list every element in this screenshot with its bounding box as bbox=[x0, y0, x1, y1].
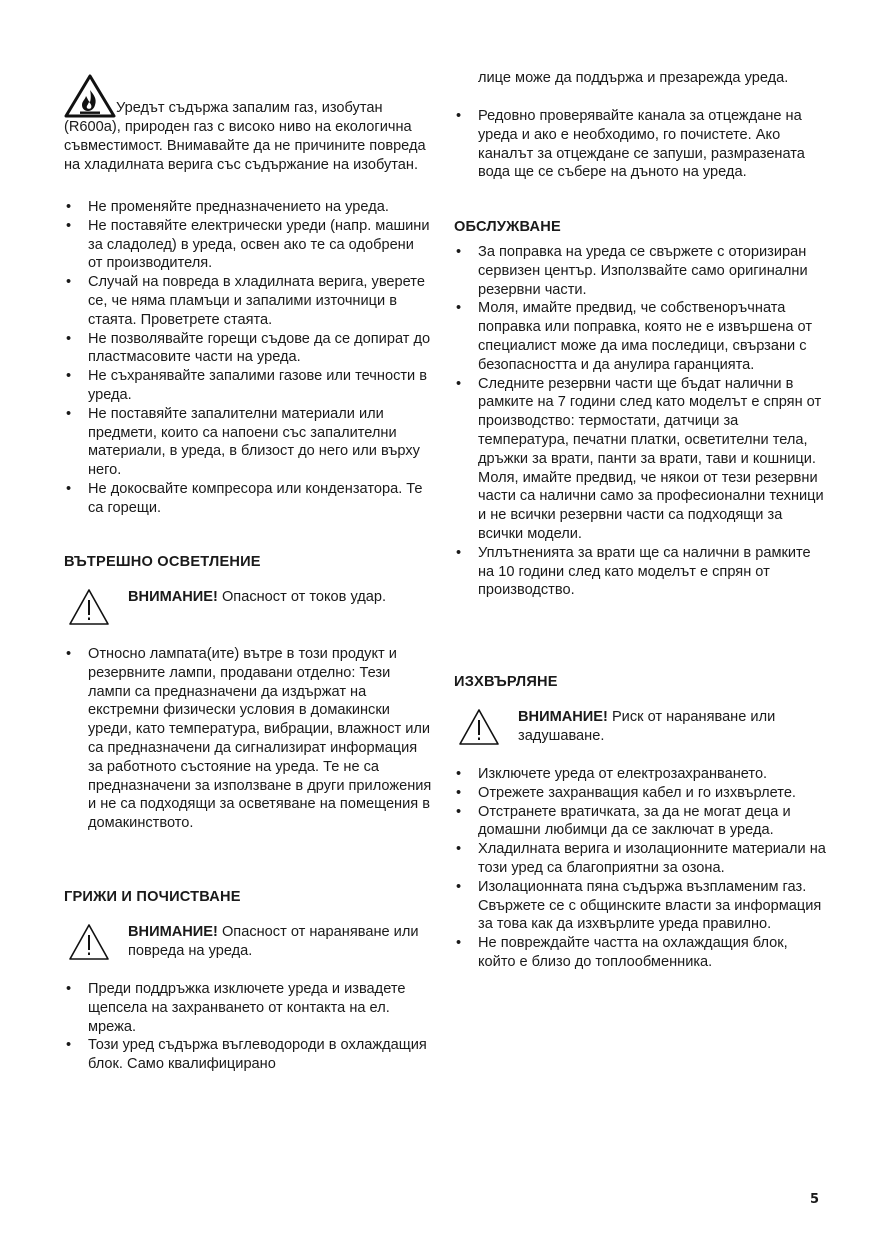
list-item: • Не докосвайте компресора или кондензатора. Те са горещи. bbox=[64, 480, 432, 518]
list-item: • Преди поддръжка изключете уреда и извадете щепсела на захранването от контакта на ел. мрежа. bbox=[64, 980, 432, 1036]
disposal-warning bbox=[454, 708, 848, 752]
list-item: • Уплътненията за врати ще са налични в рамките на 10 години след като моделът е спрян от производство. bbox=[454, 544, 826, 600]
warning-label: ВНИМАНИЕ! bbox=[518, 709, 608, 725]
warning-text: Опасност от токов удар. bbox=[221, 589, 387, 605]
list-item: • Отстранете вратичката, за да не могат деца и домашни любимци да се заключат в уреда. bbox=[454, 803, 826, 841]
lighting-warning bbox=[64, 588, 432, 632]
list-item: • Моля, имайте предвид, че собственоръчната поправка или поправка, която не е извършена от специалист може да има последици, свързани с безопасността и да анулира гаранцията. bbox=[454, 299, 826, 374]
lighting-list bbox=[64, 645, 432, 833]
care-list bbox=[64, 980, 432, 1074]
page-number: 5 bbox=[810, 1192, 820, 1207]
warning-triangle-icon bbox=[458, 708, 500, 746]
list-item: • Изключете уреда от електрозахранването. bbox=[454, 765, 826, 784]
service-list bbox=[454, 243, 826, 600]
warning-text: Опасност от нараняване или повреда на уреда. bbox=[128, 924, 419, 959]
list-item: • Отрежете захранващия кабел и го изхвърлете. bbox=[454, 784, 826, 803]
flammable-intro-text: Уредът съдържа запалим газ, изобутан (R600a), природен газ с високо ниво на екологична съвместимост. Внимавайте да не причините повреда на хладилната верига със съдържание на изобутан. bbox=[64, 100, 426, 173]
list-item: • Хладилната верига и изолационните материали на този уред са благоприятни за озона. bbox=[454, 840, 826, 878]
disposal-list bbox=[454, 765, 826, 972]
care-warning bbox=[64, 923, 468, 967]
list-item: • Относно лампата(ите) вътре в този продукт и резервните лампи, продавани отделно: Тези лампи са предназначени да издържат на екстремни физически условия в домакински уреди, като температура, вибрации, влажност или са предназначени да сигнализират информация за работното състояние на уреда. Те не са предназначени за използване в други приложения и не са подходящи за осветяване на помещения в домакинството. bbox=[64, 645, 432, 833]
list-item: • Не позволявайте горещи съдове да се допират до пластмасовите части на уреда. bbox=[64, 330, 432, 368]
list-item: • Следните резервни части ще бъдат налични в рамките на 7 години след като моделът е спрян от производство: термостати, датчици за температура, печатни платки, осветителни тела, дръжки за врати, панти за врати, тави и кошници. Моля, имайте предвид, че някои от тези резервни части са налични само за професионални техници и не всички резервни части са подходящи за всички модели. bbox=[454, 375, 826, 544]
list-item: • Не съхранявайте запалими газове или течности в уреда. bbox=[64, 367, 432, 405]
service-heading: ОБСЛУЖВАНЕ bbox=[454, 219, 561, 235]
warning-label: ВНИМАНИЕ! bbox=[128, 589, 218, 605]
flammable-warning-icon bbox=[64, 74, 116, 118]
care-continued-text: лице може да поддържа и презарежда уреда. bbox=[478, 70, 789, 86]
list-item: • Не поставяйте електрически уреди (напр. машини за сладолед) в уреда, освен ако те са одобрени от производителя. bbox=[64, 217, 432, 273]
list-item: • Не променяйте предназначението на уреда. bbox=[64, 198, 432, 217]
warning-text: Риск от нараняване или задушаване. bbox=[518, 709, 776, 744]
list-item: • За поправка на уреда се свържете с оторизиран сервизен център. Използвайте само оригинални резервни части. bbox=[454, 243, 826, 299]
list-item: • Този уред съдържа въглеводороди в охлаждащия блок. Само квалифицирано bbox=[64, 1036, 432, 1074]
flammable-list bbox=[64, 198, 432, 518]
lighting-heading: ВЪТРЕШНО ОСВЕТЛЕНИЕ bbox=[64, 554, 261, 570]
care-heading: ГРИЖИ И ПОЧИСТВАНЕ bbox=[64, 889, 241, 905]
list-item: • Редовно проверявайте канала за отцеждане на уреда и ако е необходимо, го почистете. Ако каналът за отцеждане се запуши, размразената вода ще се събере на дъното на уреда. bbox=[454, 107, 826, 182]
disposal-heading: ИЗХВЪРЛЯНЕ bbox=[454, 674, 558, 690]
flammable-gas-warning bbox=[64, 74, 432, 174]
warning-triangle-icon bbox=[68, 588, 110, 626]
care-list-continued bbox=[454, 107, 826, 182]
list-item: • Не повреждайте частта на охлаждащия блок, който е близо до топлообменника. bbox=[454, 934, 826, 972]
list-item: • Не поставяйте запалителни материали или предмети, които са напоени със запалителни материали, в уреда, в близост до него или върху него. bbox=[64, 405, 432, 480]
warning-label: ВНИМАНИЕ! bbox=[128, 924, 218, 940]
list-item: • Изолационната пяна съдържа възпламеним газ. Свържете се с общинските власти за информация за това как да изхвърлите уреда правилно. bbox=[454, 878, 826, 934]
list-item: • Случай на повреда в хладилната верига, уверете се, че няма пламъци и запалими източници в стаята. Проветрете стаята. bbox=[64, 273, 432, 329]
warning-triangle-icon bbox=[68, 923, 110, 961]
